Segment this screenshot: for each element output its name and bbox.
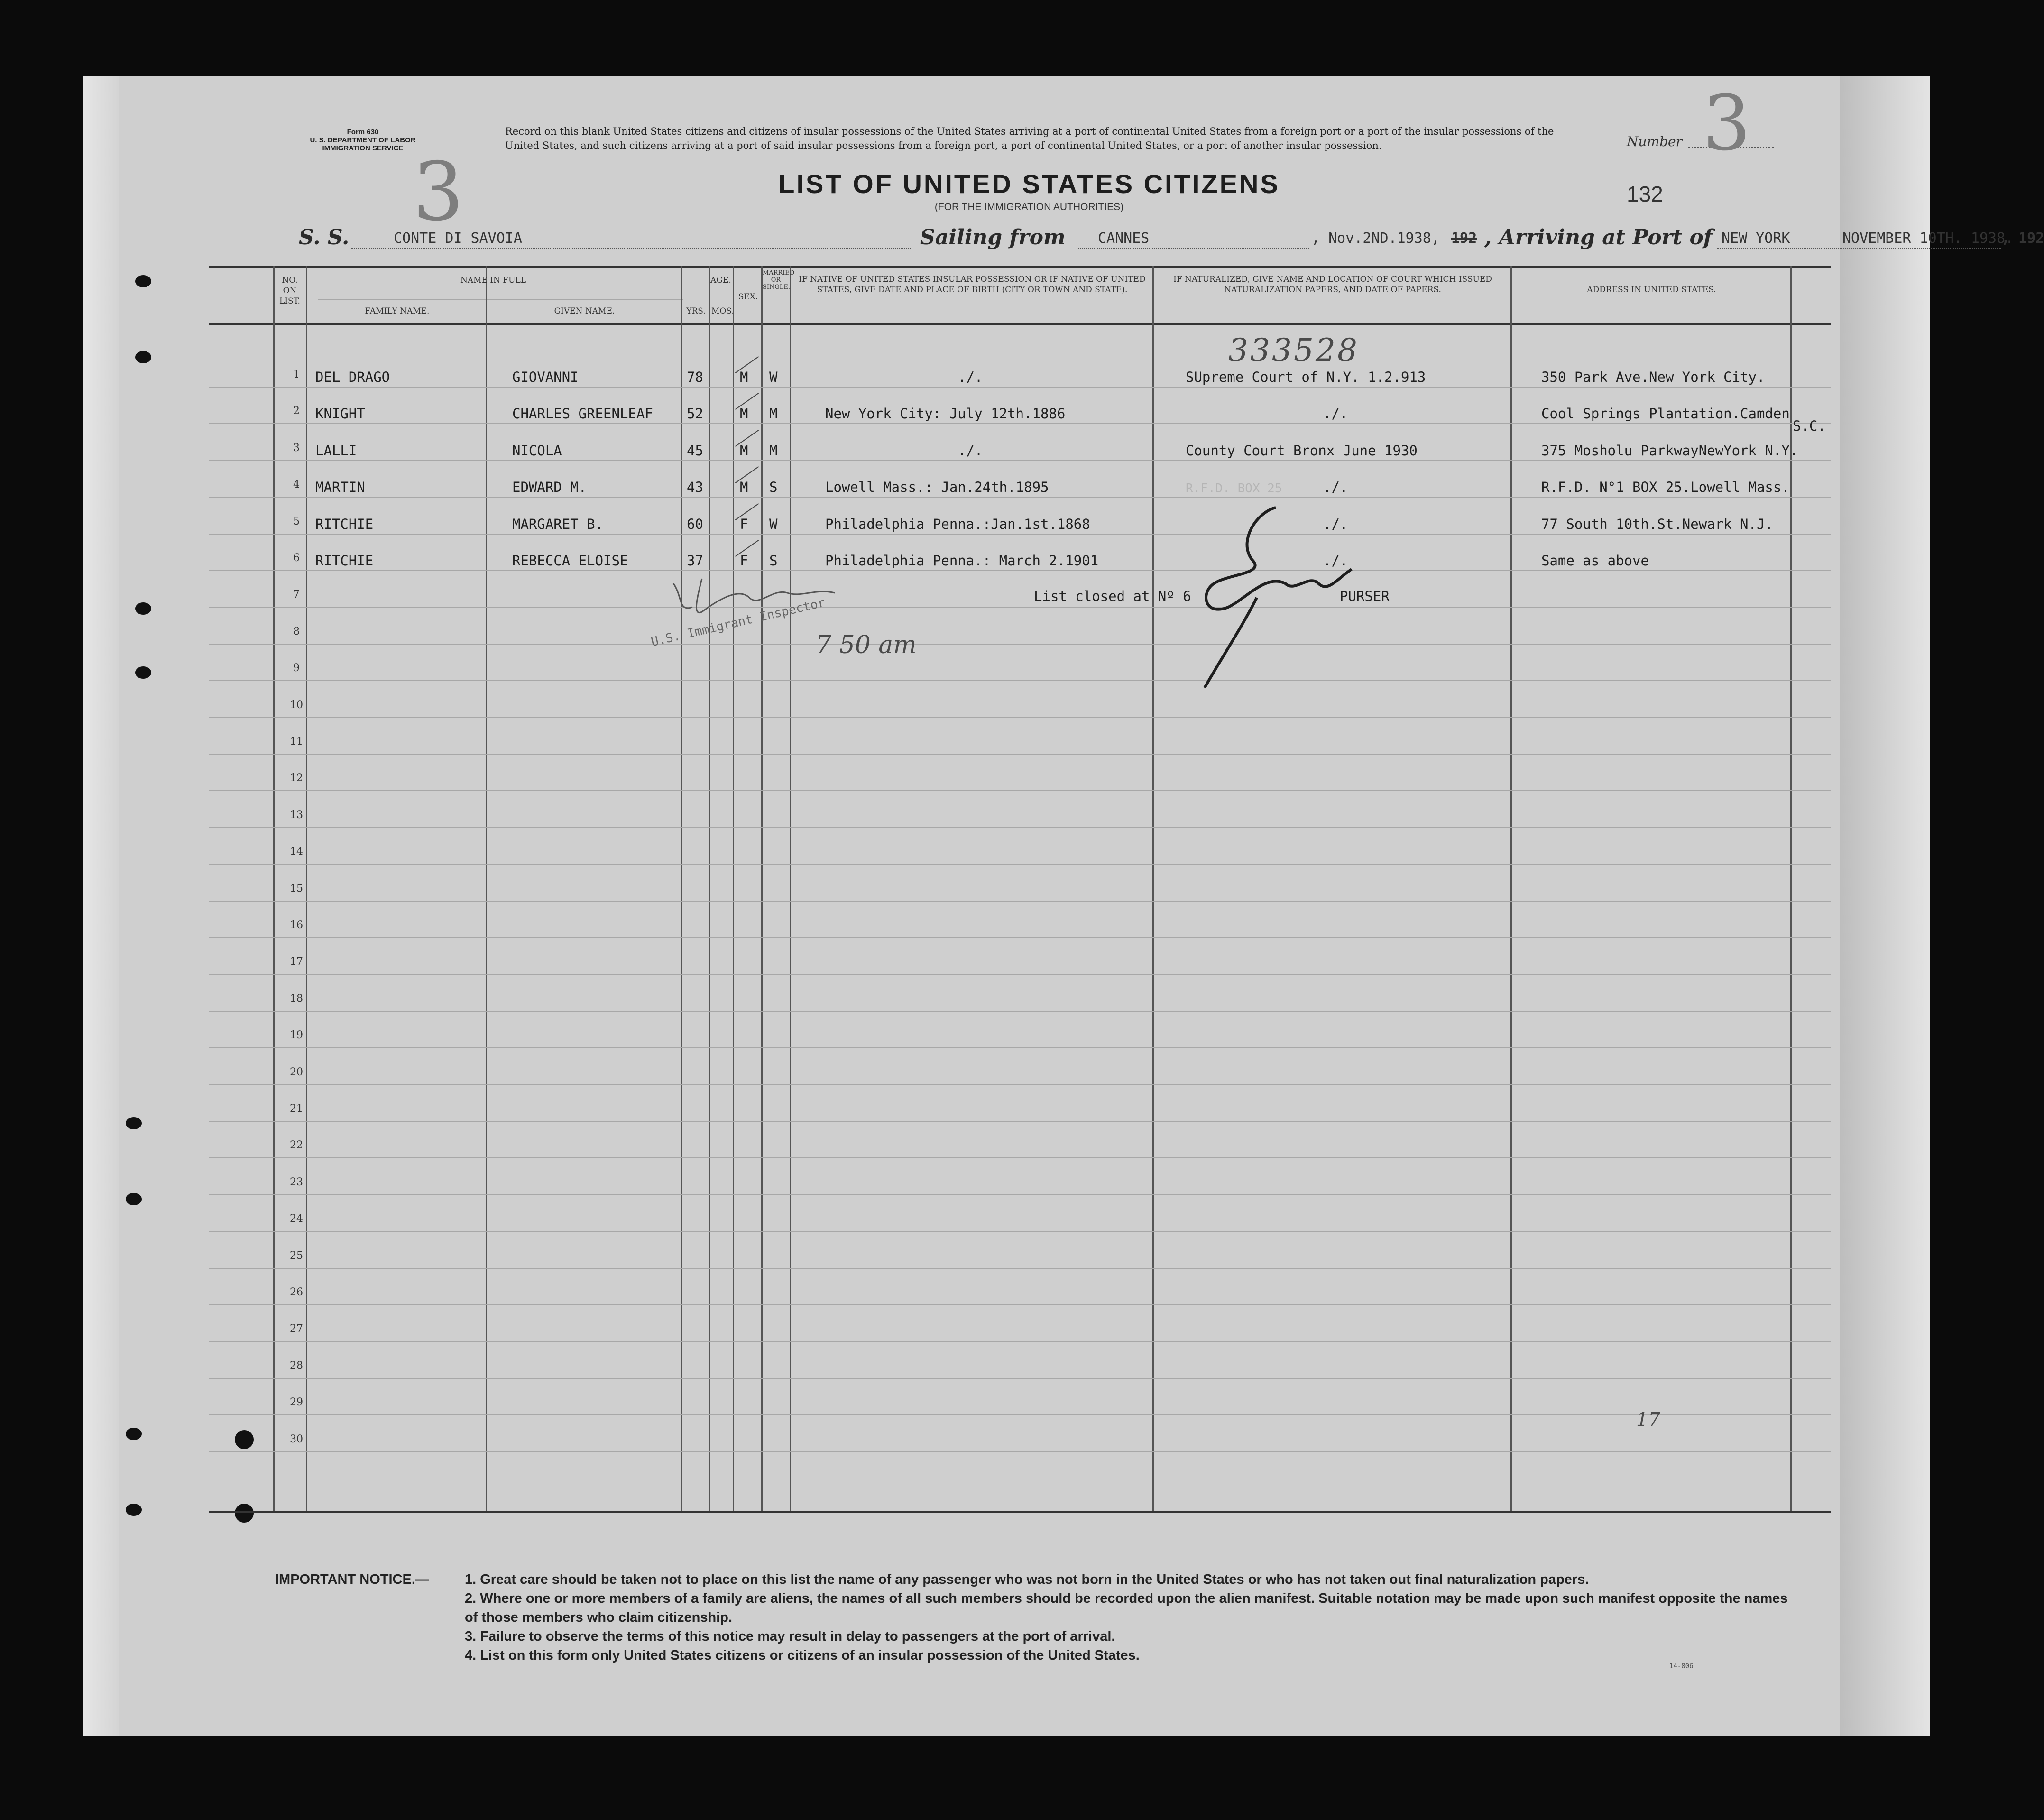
ship-name: CONTE DI SAVOIA — [394, 230, 522, 247]
binder-hole — [126, 1117, 142, 1129]
row-number: 11 — [290, 736, 303, 748]
marital-status: W — [769, 516, 778, 532]
form-code: 14-806 — [1669, 1663, 1694, 1670]
ruled-line — [209, 497, 1831, 498]
ruled-line — [209, 1047, 1831, 1048]
sex: M — [740, 442, 748, 459]
ruled-line — [209, 1084, 1831, 1085]
us-address: Cool Springs Plantation.Camden — [1541, 406, 1790, 422]
naturalization-info: County Court Bronx June 1930 — [1186, 442, 1418, 459]
ruled-line — [209, 644, 1831, 645]
ruled-line — [209, 1194, 1831, 1195]
ruled-line — [209, 1121, 1831, 1122]
notice-item-2: 2. Where one or more members of a family are aliens, the names of all such members should be recorded upon the alien manifest. Suitable notation may be made upon such manifest opposite the names of those members who claim citizenship. — [465, 1591, 1788, 1625]
row-number: 8 — [293, 625, 300, 637]
given-name: REBECCA ELOISE — [512, 553, 628, 569]
row-number: 20 — [290, 1066, 303, 1078]
family-name: RITCHIE — [315, 516, 374, 532]
page-subtitle: (FOR THE IMMIGRATION AUTHORITIES) — [934, 202, 1124, 212]
sex: M — [740, 369, 748, 385]
ruled-line — [209, 827, 1831, 828]
age-years: 43 — [687, 479, 703, 496]
ruled-line — [209, 607, 1831, 608]
birth-info: Lowell Mass.: Jan.24th.1895 — [825, 479, 1049, 496]
age-years: 60 — [687, 516, 703, 532]
ruled-line — [209, 1451, 1831, 1452]
ruled-line — [209, 534, 1831, 535]
given-name: EDWARD M. — [512, 479, 587, 496]
ruled-line — [209, 387, 1831, 388]
ruled-line — [209, 901, 1831, 902]
family-name: KNIGHT — [315, 406, 365, 422]
row-number: 15 — [290, 882, 303, 895]
birth-info: ./. — [958, 442, 983, 459]
binder-hole — [135, 351, 151, 363]
ruled-line — [209, 790, 1831, 791]
row-number: 21 — [290, 1103, 303, 1115]
binder-hole — [126, 1428, 142, 1440]
family-name: MARTIN — [315, 479, 365, 496]
col-mos: MOS. — [711, 306, 734, 316]
sex: F — [740, 553, 748, 569]
handwritten-cert-number: 333528 — [1228, 332, 1359, 369]
ruled-line — [209, 423, 1831, 424]
stamped-number-right: 3 — [1703, 79, 1751, 167]
row-number: 30 — [290, 1433, 303, 1445]
arrival-date: NOVEMBER 10TH. 1938. — [1842, 230, 2014, 247]
col-name-in-full: NAME IN FULL — [460, 276, 526, 285]
binding-strip-left — [83, 76, 119, 1736]
col-given-name: GIVEN NAME. — [554, 306, 615, 316]
sex: M — [740, 406, 748, 422]
birth-info: Philadelphia Penna.:Jan.1st.1868 — [825, 516, 1090, 532]
us-address: R.F.D. N°1 BOX 25.Lowell Mass. — [1541, 479, 1790, 496]
voyage-line — [299, 225, 2044, 254]
arrival-time-note: 7 50 am — [816, 631, 917, 659]
row-number: 28 — [290, 1359, 303, 1372]
row-number: 4 — [293, 479, 300, 491]
given-name: GIOVANNI — [512, 369, 579, 385]
given-name: NICOLA — [512, 442, 562, 459]
col-sex: SEX. — [738, 292, 758, 302]
page-title: LIST OF UNITED STATES CITIZENS — [778, 169, 1280, 199]
age-years: 52 — [687, 406, 703, 422]
arrival-port: NEW YORK — [1722, 230, 1790, 247]
marital-status: M — [769, 406, 778, 422]
binding-strip-right — [1840, 76, 1930, 1736]
row-number: 18 — [290, 992, 303, 1005]
sex: F — [740, 516, 748, 532]
birth-info: Philadelphia Penna.: March 2.1901 — [825, 553, 1099, 569]
age-years: 37 — [687, 553, 703, 569]
binder-hole — [135, 275, 151, 287]
row-number: 2 — [293, 405, 300, 417]
row-number: 7 — [293, 589, 300, 601]
col-yrs: YRS. — [686, 306, 706, 316]
row-number: 9 — [293, 662, 300, 674]
marital-status: W — [769, 369, 778, 385]
corner-mark: 17 — [1636, 1409, 1660, 1431]
ruled-line — [209, 937, 1831, 938]
ruled-line — [209, 680, 1831, 681]
ruled-line — [209, 570, 1831, 571]
department-name: U. S. DEPARTMENT OF LABOR — [310, 136, 416, 144]
row-number: 22 — [290, 1139, 303, 1152]
us-address: Same as above — [1541, 553, 1649, 569]
row-number: 14 — [290, 846, 303, 858]
record-instructions: Record on this blank United States citizens and citizens of insular possessions of the United States arriving at a port of continental United States from a foreign port or a port of the insular possessions of the United States, and such citizens arriving at a port of said insular possessions from a foreign port, a port of continental United States, or a port of another insular possession. — [505, 126, 1554, 151]
age-years: 78 — [687, 369, 703, 385]
row-number: 23 — [290, 1176, 303, 1188]
sailing-date: , Nov.2ND.1938, — [1311, 230, 1440, 247]
row-number: 10 — [290, 699, 303, 711]
sailing-label: Sailing from — [920, 225, 1066, 249]
ruled-line — [209, 1304, 1831, 1305]
sailing-port: CANNES — [1098, 230, 1150, 247]
us-address: 77 South 10th.St.Newark N.J. — [1541, 516, 1773, 532]
notice-item-1: 1. Great care should be taken not to place on this list the name of any passenger who was not born in the United States or who has not taken out final naturalization papers. — [465, 1572, 1589, 1587]
binder-hole — [135, 602, 151, 615]
binder-hole — [126, 1193, 142, 1205]
row-number: 5 — [293, 515, 300, 527]
row-number: 16 — [290, 919, 303, 931]
faded-text: R.F.D. BOX 25 — [1186, 481, 1282, 496]
col-no: NO. ON LIST. — [279, 276, 300, 306]
age-years: 45 — [687, 442, 703, 459]
ruled-line — [209, 1341, 1831, 1342]
number-label: Number — [1627, 134, 1682, 149]
row-number: 13 — [290, 809, 303, 821]
col-birth: IF NATIVE OF UNITED STATES INSULAR POSSESSION OR IF NATIVE OF UNITED STATES, GIVE DATE AND PLACE OF BIRTH (CITY OR TOWN AND STATE). — [799, 275, 1146, 295]
ruled-line — [209, 754, 1831, 755]
ruled-line — [209, 1157, 1831, 1158]
arriving-label: , Arriving at Port of — [1484, 225, 1713, 249]
ruled-line — [209, 1268, 1831, 1269]
given-name: CHARLES GREENLEAF — [512, 406, 653, 422]
ruled-line — [209, 864, 1831, 865]
given-name: MARGARET B. — [512, 516, 604, 532]
ss-label: S. S. — [299, 225, 350, 249]
page-number: 132 — [1627, 182, 1663, 206]
naturalization-info: SUpreme Court of N.Y. 1.2.913 — [1186, 369, 1426, 385]
inspector-stamp: U.S. Immigrant Inspector — [650, 595, 827, 650]
row-number: 6 — [293, 552, 300, 564]
notice-item-4: 4. List on this form only United States citizens or citizens of an insular possession of the United States. — [465, 1648, 1140, 1663]
family-name: DEL DRAGO — [315, 369, 390, 385]
row-number: 17 — [290, 956, 303, 968]
row-number: 25 — [290, 1249, 303, 1262]
row-number: 1 — [293, 369, 300, 380]
marital-status: S — [769, 553, 778, 569]
arrival-year-print: , 192 — [2001, 230, 2044, 247]
ruled-line — [209, 974, 1831, 975]
col-family-name: FAMILY NAME. — [365, 306, 430, 316]
col-address: ADDRESS IN UNITED STATES. — [1587, 285, 1716, 295]
list-closed-note: List closed at Nº 6 — [1034, 588, 1191, 604]
family-name: RITCHIE — [315, 553, 374, 569]
ruled-line — [209, 1414, 1831, 1415]
birth-info: New York City: July 12th.1886 — [825, 406, 1066, 422]
purser-signature — [1186, 503, 1375, 693]
birth-info: ./. — [958, 369, 983, 385]
naturalization-info: ./. — [1323, 553, 1348, 569]
naturalization-info: ./. — [1323, 406, 1348, 422]
col-age: AGE. — [710, 276, 731, 285]
row-number: 24 — [290, 1213, 303, 1225]
notice-lead: IMPORTANT NOTICE.— — [275, 1572, 429, 1587]
ruled-line — [209, 460, 1831, 461]
binder-hole — [126, 1504, 142, 1516]
notice-item-3: 3. Failure to observe the terms of this notice may result in delay to passengers at the port of arrival. — [465, 1629, 1115, 1644]
us-address: 350 Park Ave.New York City. — [1541, 369, 1765, 385]
purser-label: PURSER — [1340, 588, 1390, 604]
ruled-line — [209, 1011, 1831, 1012]
row-number: 26 — [290, 1286, 303, 1298]
form-number: Form 630 — [347, 128, 379, 136]
stamped-number-left: 3 — [413, 145, 464, 239]
row-number: 29 — [290, 1396, 303, 1409]
col-naturalized: IF NATURALIZED, GIVE NAME AND LOCATION OF COURT WHICH ISSUED NATURALIZATION PAPERS, AND DATE OF PAPERS. — [1173, 275, 1492, 295]
ruled-line — [209, 717, 1831, 718]
family-name: LALLI — [315, 442, 357, 459]
service-name: IMMIGRATION SERVICE — [322, 144, 404, 152]
us-address-continued: S.C. — [1793, 418, 1826, 434]
ruled-line — [209, 1378, 1831, 1379]
col-married-single: MARRIED OR SINGLE. — [763, 269, 795, 291]
us-address: 375 Mosholu ParkwayNewYork N.Y. — [1541, 442, 1798, 459]
binder-hole — [135, 666, 151, 679]
marital-status: M — [769, 442, 778, 459]
naturalization-info: ./. — [1323, 516, 1348, 532]
row-number: 12 — [290, 772, 303, 785]
row-number: 27 — [290, 1323, 303, 1335]
naturalization-info: ./. — [1323, 479, 1348, 496]
ruled-line — [209, 1231, 1831, 1232]
sailing-year-print: 192 — [1451, 230, 1477, 247]
marital-status: S — [769, 479, 778, 496]
sex: M — [740, 479, 748, 496]
row-number: 3 — [293, 442, 300, 454]
row-number: 19 — [290, 1029, 303, 1042]
